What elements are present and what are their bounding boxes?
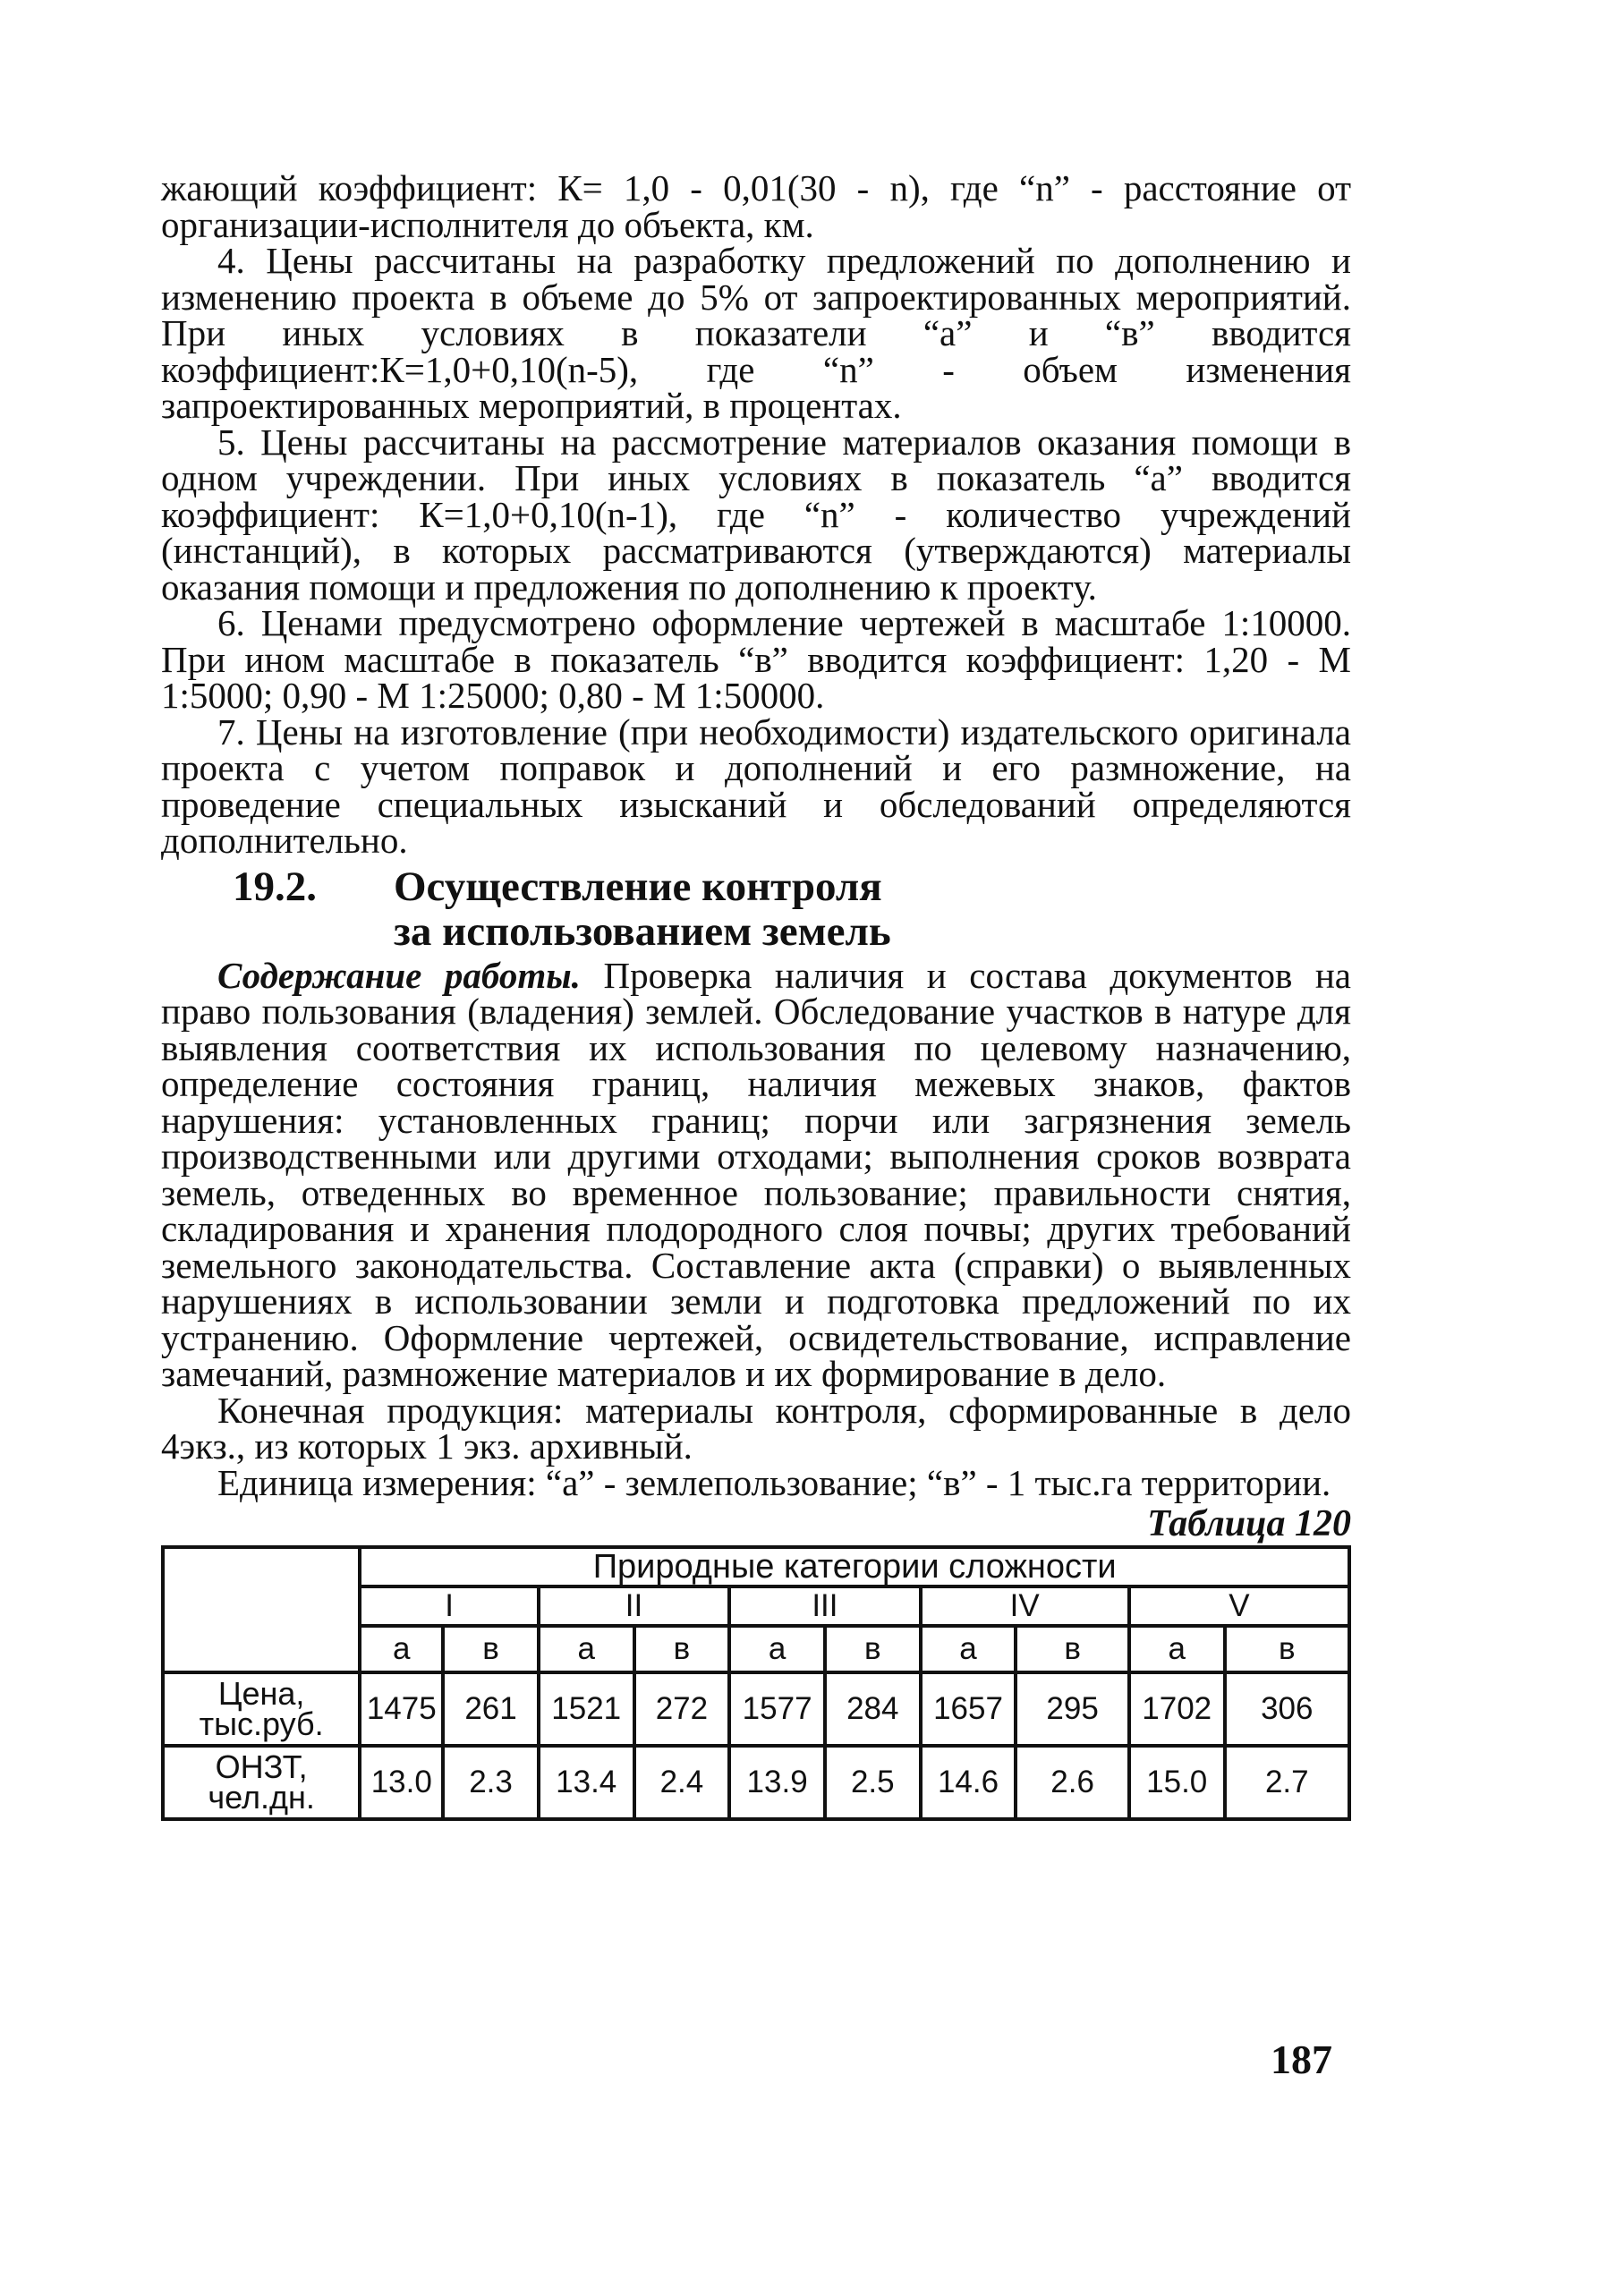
- table-cell: 1521: [539, 1672, 634, 1746]
- sub-header: в: [825, 1626, 921, 1672]
- section-title: [394, 864, 1351, 954]
- paragraph-work-content: [161, 954, 1352, 1394]
- table-cell: 1577: [729, 1672, 825, 1746]
- paragraph-note-6: 6. Ценами предусмотрено оформление чертежей в масштабе 1:10000. При ином масштабе в показатель “в” вводится коэффициент: 1,20 - М 1:5000; 0,90 - М 1:25000; 0,80 - М 1:50000.: [161, 602, 1351, 716]
- sub-header: а: [921, 1626, 1016, 1672]
- section-title-line-2: за использованием земель: [394, 907, 891, 955]
- table-corner-cell: [163, 1547, 360, 1672]
- table-caption: Таблица 120: [1147, 1503, 1351, 1544]
- page-number: 187: [1271, 2037, 1332, 2082]
- table-cell: 15.0: [1129, 1746, 1225, 1819]
- table-cell: 2.6: [1016, 1746, 1128, 1819]
- paragraph-unit: Единица измерения: “а” - землепользование; “в” - 1 тыс.га территории.: [217, 1461, 1331, 1503]
- category-header: III: [729, 1586, 920, 1626]
- category-header: II: [539, 1586, 729, 1626]
- section-number: 19.2.: [233, 863, 317, 910]
- table-cell: 2.7: [1225, 1746, 1349, 1819]
- category-header: V: [1129, 1586, 1349, 1626]
- table-cell: 306: [1225, 1672, 1349, 1746]
- work-content-label: Содержание работы.: [217, 954, 581, 996]
- category-header: IV: [921, 1586, 1129, 1626]
- paragraph-final-product: Конечная продукция: материалы контроля, сформированные в дело 4экз., из которых 1 экз. архивный.: [161, 1389, 1351, 1467]
- paragraph-note-5: 5. Цены рассчитаны на рассмотрение материалов оказания помощи в одном учреждении. При иных условиях в показатель “а” вводится коэффициент: К=1,0+0,10(n-1), где “n” - количество учреждений (инстанций), в которых рассматриваются (утверждаются) материалы оказания помощи и предложения по дополнению к проекту.: [161, 421, 1351, 608]
- row-label: ОНЗТ, чел.дн.: [163, 1746, 360, 1819]
- table-cell: 13.4: [539, 1746, 634, 1819]
- sub-header: в: [443, 1626, 539, 1672]
- table-cell: 14.6: [921, 1746, 1016, 1819]
- table-cell: 2.3: [443, 1746, 539, 1819]
- sub-header: в: [634, 1626, 730, 1672]
- sub-header: а: [360, 1626, 443, 1672]
- section-heading: [161, 864, 1351, 954]
- table-cell: 1702: [1129, 1672, 1225, 1746]
- table-cell: 13.0: [360, 1746, 443, 1819]
- category-header: I: [360, 1586, 539, 1626]
- sub-header: а: [1129, 1626, 1225, 1672]
- sub-header: а: [729, 1626, 825, 1672]
- table-cell: 2.5: [825, 1746, 921, 1819]
- work-content-text: Проверка наличия и состава документов на право пользования (владения) землей. Обследование участков в натуре для выявления соответствия их использования по целевому назначению, определение состояния границ, наличия межевых знаков, фактов нарушения: установленных границ; порчи или загрязнения земель производственными или другими отходами; выполнения сроков возврата земель, отведенных во временное пользование; правильности снятия, складирования и хранения плодородного слоя почвы; других требований земельного законодательства. Составление акта (справки) о выявленных нарушениях в использовании земли и подготовка предложений по их устранению. Оформление чертежей, освидетельствование, исправление замечаний, размножение материалов и их формирование в дело.: [161, 954, 1352, 1394]
- table-row: [163, 1746, 1349, 1819]
- sub-header: в: [1016, 1626, 1128, 1672]
- table-cell: 284: [825, 1672, 921, 1746]
- table-row: [163, 1672, 1349, 1746]
- paragraph-note-7: 7. Цены на изготовление (при необходимости) издательского оригинала проекта с учетом поправок и дополнений и его размножение, на проведение специальных изысканий и обследований определяются дополнительно.: [161, 710, 1351, 861]
- table-cell: 272: [634, 1672, 730, 1746]
- table-cell: 295: [1016, 1672, 1128, 1746]
- table-cell: 1475: [360, 1672, 443, 1746]
- paragraph-coefficient-distance: жающий коэффициент: К= 1,0 - 0,01(30 - n), где “n” - расстояние от организации-исполнителя до объекта, км.: [161, 167, 1351, 245]
- paragraph-note-4: 4. Цены рассчитаны на разработку предложений по дополнению и изменению проекта в объеме до 5% от запроектированных мероприятий. При иных условиях в показатели “а” и “в” вводится коэффициент:К=1,0+0,10(n-5), где “n” - объем изменения запроектированных мероприятий, в процентах.: [161, 240, 1351, 426]
- table-cell: 13.9: [729, 1746, 825, 1819]
- table-header-complexity: Природные категории сложности: [360, 1547, 1349, 1586]
- document-page: [161, 167, 1352, 1821]
- table-cell: 261: [443, 1672, 539, 1746]
- sub-header: в: [1225, 1626, 1349, 1672]
- section-title-line-1: Осуществление контроля: [394, 863, 882, 910]
- table-cell: 2.4: [634, 1746, 730, 1819]
- row-label: Цена, тыс.руб.: [163, 1672, 360, 1746]
- price-table: [161, 1545, 1351, 1821]
- table-cell: 1657: [921, 1672, 1016, 1746]
- sub-header: а: [539, 1626, 634, 1672]
